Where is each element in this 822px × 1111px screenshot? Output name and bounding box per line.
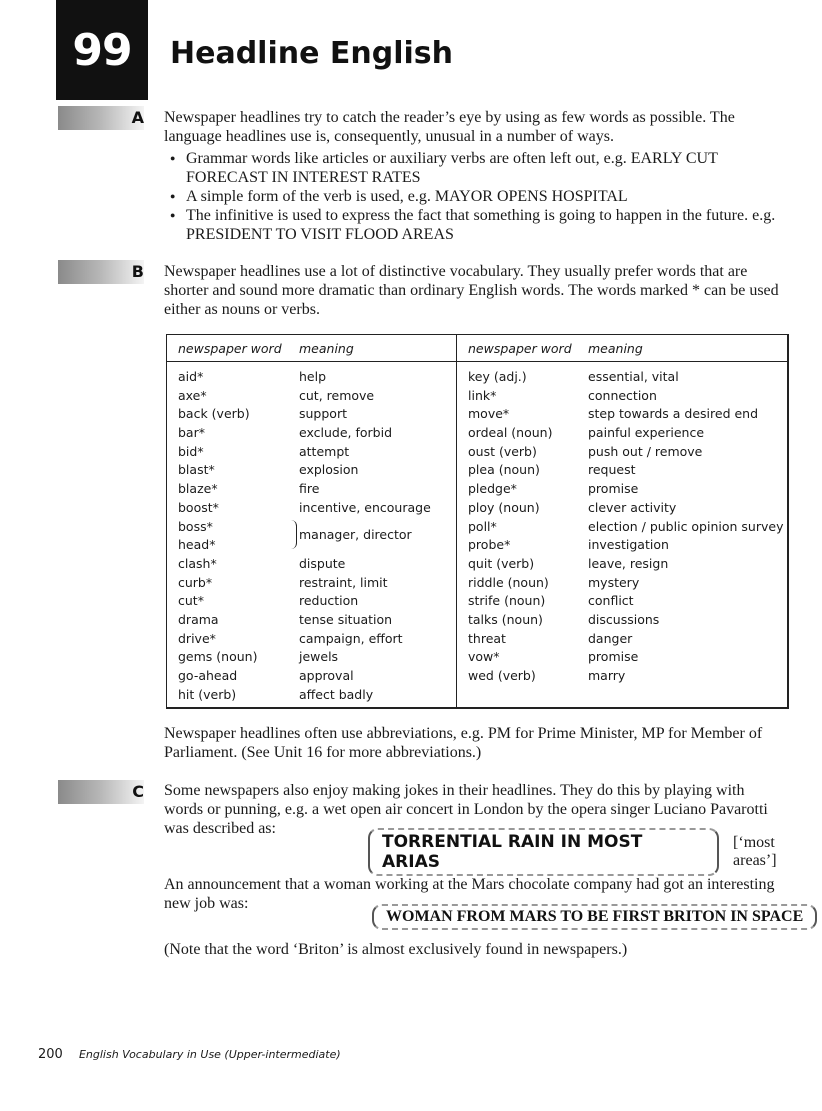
- headline-example-1: [368, 828, 822, 876]
- table-cell: promise: [588, 649, 639, 665]
- section-c-marker: [58, 780, 144, 804]
- table-cell: incentive, encourage: [299, 499, 431, 515]
- section-c-para2: An announcement that a woman working at the Mars chocolate company had got an interesting new job was:: [164, 876, 775, 912]
- unit-number: 99: [72, 24, 132, 76]
- table-cell: help: [299, 369, 327, 384]
- table-cell: push out / remove: [588, 443, 703, 459]
- bullet-item: ● Grammar words like articles or auxiliary verbs are often left out, e.g. EARLY CUT FORECAST IN INTEREST RATES: [164, 149, 789, 187]
- column-header: newspaper word: [468, 341, 572, 356]
- table-cell: [299, 518, 431, 537]
- section-b-marker: [58, 260, 144, 284]
- section-a-label: A: [131, 108, 144, 127]
- table-cell: cut*: [178, 593, 204, 609]
- table-cell: mystery: [588, 574, 640, 590]
- table-cell: blaze*: [178, 481, 218, 497]
- table-cell: affect badly: [299, 686, 374, 702]
- bullet-item: ● A simple form of the verb is used, e.g. MAYOR OPENS HOSPITAL: [164, 187, 789, 206]
- table-cell: painful experience: [588, 425, 705, 441]
- section-b-label: B: [131, 262, 144, 281]
- table-cell: boost*: [178, 499, 219, 515]
- table-cell: fire: [299, 481, 320, 497]
- book-title: English Vocabulary in Use (Upper-intermediate): [78, 1048, 341, 1061]
- column-header: meaning: [588, 341, 643, 356]
- table-cell: aid*: [178, 369, 204, 384]
- table-cell: vow*: [468, 649, 500, 665]
- table-cell: dispute: [299, 555, 346, 571]
- table-cell: leave, resign: [588, 555, 669, 571]
- table-cell: pledge*: [468, 481, 517, 497]
- table-cell: quit (verb): [468, 555, 535, 571]
- table-cell: clash*: [178, 555, 217, 571]
- section-a-intro: Newspaper headlines try to catch the reader’s eye by using as few words as possible. The language headlines use is, consequently, unusual in a number of ways.: [164, 109, 735, 145]
- table-cell: threat: [468, 630, 506, 646]
- page-title: Headline English: [170, 36, 453, 71]
- table-cell: investigation: [588, 537, 669, 553]
- table-cell: strife (noun): [468, 593, 546, 609]
- table-cell: reduction: [299, 593, 359, 609]
- table-cell: ploy (noun): [468, 499, 540, 515]
- table-cell: exclude, forbid: [299, 425, 393, 441]
- table-cell: boss*: [178, 518, 213, 534]
- table-cell: drive*: [178, 630, 216, 646]
- page-footer: [38, 1047, 341, 1062]
- table-cell: restraint, limit: [299, 574, 388, 590]
- table-cell: gems (noun): [178, 649, 258, 665]
- table-cell: hit (verb): [178, 686, 237, 702]
- abbreviations-note: Newspaper headlines often use abbreviations, e.g. PM for Prime Minister, MP for Member of Parliament. (See Unit 16 for more abbreviations.): [164, 725, 763, 761]
- table-cell: curb*: [178, 574, 213, 590]
- table-cell: clever activity: [588, 499, 677, 515]
- boss-head-bracket: [290, 520, 297, 549]
- table-cell: discussions: [588, 611, 660, 627]
- table-cell: riddle (noun): [468, 574, 549, 590]
- table-cell: plea (noun): [468, 462, 540, 478]
- vocabulary-table: [166, 334, 789, 709]
- section-c-intro: Some newspapers also enjoy making jokes in their headlines. They do this by playing with words or punning, e.g. a wet open air concert in London by the opera singer Luciano Pavarotti was described as:: [164, 782, 768, 837]
- table-cell: marry: [588, 668, 626, 683]
- table-cell: blast*: [178, 462, 215, 478]
- section-b-intro: Newspaper headlines use a lot of distinctive vocabulary. They usually prefer words that are shorter and sound more dramatic than ordinary English words. The words marked * can be used either as nouns or verbs.: [164, 263, 779, 318]
- table-cell: drama: [178, 611, 219, 627]
- table-divider: [456, 335, 457, 707]
- table-cell: request: [588, 462, 636, 478]
- column-header: meaning: [299, 341, 354, 356]
- table-cell: key (adj.): [468, 369, 527, 384]
- table-cell: head*: [178, 537, 216, 553]
- briton-note: (Note that the word ‘Briton’ is almost exclusively found in newspapers.): [164, 941, 628, 958]
- table-cell: probe*: [468, 537, 511, 553]
- table-cell: back (verb): [178, 406, 250, 422]
- table-cell: jewels: [299, 649, 339, 665]
- table-cell: election / public opinion survey: [588, 518, 784, 534]
- table-cell: attempt: [299, 443, 350, 459]
- table-cell: cut, remove: [299, 387, 375, 403]
- table-cell: wed (verb): [468, 668, 536, 683]
- bullet-item: ● The infinitive is used to express the fact that something is going to happen in the future. e.g. PRESIDENT TO VISIT FLOOD AREAS: [164, 206, 789, 244]
- table-cell: oust (verb): [468, 443, 537, 459]
- table-cell: tense situation: [299, 611, 393, 627]
- table-cell: promise: [588, 481, 639, 497]
- headline-gloss: [‘most areas’]: [733, 834, 777, 869]
- table-cell: campaign, effort: [299, 630, 403, 646]
- boss-head-meaning: manager, director: [299, 527, 412, 542]
- table-cell: essential, vital: [588, 369, 679, 384]
- page-number: 200: [38, 1047, 63, 1062]
- headline-example-2: [372, 904, 817, 930]
- section-a-marker: [58, 106, 144, 130]
- unit-number-badge: [56, 0, 148, 100]
- table-cell: support: [299, 406, 347, 422]
- table-cell: link*: [468, 387, 497, 403]
- table-header-rule: [167, 361, 787, 362]
- table-cell: connection: [588, 387, 657, 403]
- table-cell: talks (noun): [468, 611, 543, 627]
- table-cell: danger: [588, 630, 633, 646]
- section-a-bullets: [164, 149, 789, 244]
- table-cell: step towards a desired end: [588, 406, 759, 422]
- table-cell: bid*: [178, 443, 204, 459]
- table-cell: conflict: [588, 593, 634, 609]
- table-cell: go-ahead: [178, 668, 238, 683]
- table-cell: explosion: [299, 462, 359, 478]
- table-cell: [299, 536, 431, 555]
- section-c-label: C: [132, 782, 144, 801]
- table-cell: ordeal (noun): [468, 425, 553, 441]
- table-cell: axe*: [178, 387, 207, 403]
- table-cell: poll*: [468, 518, 497, 534]
- headline-text: TORRENTIAL RAIN IN MOST ARIAS: [368, 828, 719, 876]
- column-header: newspaper word: [178, 341, 282, 356]
- headline-text: WOMAN FROM MARS TO BE FIRST BRITON IN SPACE: [372, 904, 817, 930]
- table-cell: bar*: [178, 425, 205, 441]
- table-cell: approval: [299, 668, 354, 683]
- table-cell: move*: [468, 406, 510, 422]
